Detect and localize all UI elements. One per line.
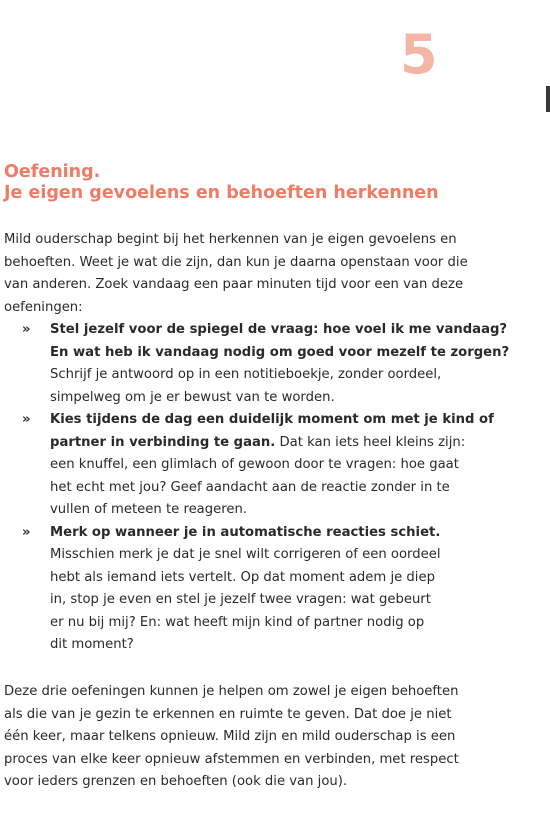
closing-line: voor ieders grenzen en behoeften (ook die van jou). (4, 774, 348, 790)
intro-paragraph (4, 229, 544, 319)
closing-line: één keer, maar telkens opnieuw. Mild zijn en mild ouderschap is een (4, 729, 456, 745)
exercise-line: in, stop je even en stel je jezelf twee vragen: wat gebeurt (50, 592, 431, 607)
bullet-marker: » (22, 412, 31, 427)
exercise-item (4, 409, 544, 522)
closing-line: als die van je gezin te erkennen en ruimte te geven. Dat doe je niet (4, 706, 452, 722)
closing-line: Deze drie oefeningen kunnen je helpen om zowel je eigen behoeften (4, 684, 459, 699)
heading-line-1: Oefening. (4, 162, 101, 182)
exercise-line: vullen of meteen te reageren. (50, 502, 248, 517)
exercise-bold-line: Stel jezelf voor de spiegel de vraag: hoe voel ik me vandaag? (50, 322, 508, 337)
exercise-bold-line: Kies tijdens de dag een duidelijk moment om met je kind of (50, 412, 494, 427)
exercise-item (4, 319, 544, 409)
exercise-bold-line: Merk op wanneer je in automatische reacties schiet. (50, 524, 441, 540)
exercise-line: dit moment? (50, 637, 134, 652)
exercise-line-rest: Dat kan iets heel kleins zijn: (275, 434, 466, 450)
exercise-item (4, 522, 544, 657)
page-edge-mark (546, 86, 550, 112)
intro-line: van anderen. Zoek vandaag een paar minuten tijd voor een van deze (4, 277, 464, 292)
exercise-line: een knuffel, een glimlach of gewoon door te vragen: hoe gaat (50, 457, 459, 472)
heading-line-2: Je eigen gevoelens en behoeften herkennen (4, 183, 439, 203)
intro-line: behoeften. Weet je wat die zijn, dan kun je daarna openstaan voor die (4, 254, 468, 270)
exercise-line: simpelweg om je er bewust van te worden. (50, 389, 335, 405)
exercise-mixed-line (50, 432, 544, 455)
closing-paragraph (4, 681, 546, 794)
exercise-bold-line: En wat heb ik vandaag nodig om goed voor mezelf te zorgen? (50, 344, 510, 360)
closing-line: proces van elke keer opnieuw afstemmen en verbinden, met respect (4, 751, 459, 767)
intro-line: oefeningen: (4, 299, 83, 315)
exercise-list (4, 319, 544, 657)
exercise-bold-phrase: partner in verbinding te gaan. (50, 434, 276, 450)
bullet-marker: » (22, 322, 31, 337)
exercise-body (4, 229, 544, 657)
exercise-line: het echt met jou? Geef aandacht aan de reactie zonder in te (50, 479, 450, 495)
exercise-line: Schrijf je antwoord op in een notitieboekje, zonder oordeel, (50, 367, 442, 382)
exercise-line: er nu bij mij? En: wat heeft mijn kind of partner nodig op (50, 614, 425, 630)
exercise-line: Misschien merk je dat je snel wilt corrigeren of een oordeel (50, 547, 441, 562)
exercise-heading (4, 162, 439, 204)
page-number: 5 (400, 23, 438, 86)
bullet-marker: » (22, 524, 31, 540)
exercise-line: hebt als iemand iets vertelt. Op dat moment adem je diep (50, 569, 435, 585)
intro-line: Mild ouderschap begint bij het herkennen van je eigen gevoelens en (4, 232, 457, 247)
